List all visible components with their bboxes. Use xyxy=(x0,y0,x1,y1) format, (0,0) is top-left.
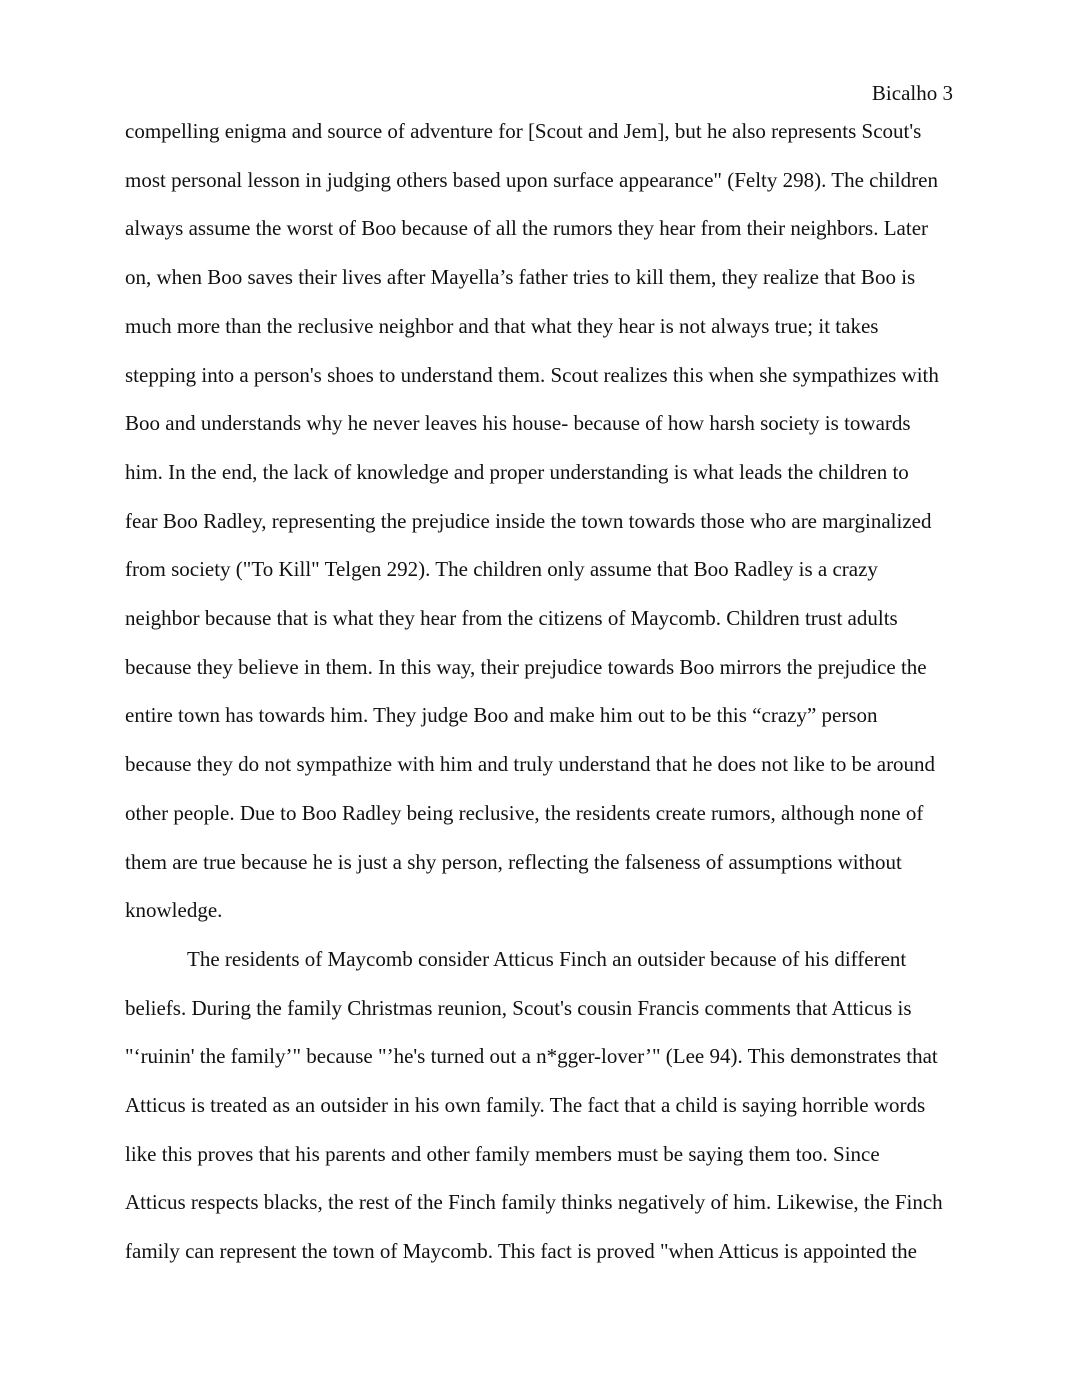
text-line: fear Boo Radley, representing the prejudice inside the town towards those who are marginalized xyxy=(125,508,932,533)
text-line: Boo and understands why he never leaves his house- because of how harsh society is towards xyxy=(125,411,911,436)
text-line: on, when Boo saves their lives after Mayella’s father tries to kill them, they realize that Boo is xyxy=(125,265,916,290)
text-line: them are true because he is just a shy person, reflecting the falseness of assumptions without xyxy=(125,849,902,874)
text-line: compelling enigma and source of adventure for [Scout and Jem], but he also represents Scout's xyxy=(125,119,922,143)
text-line: Atticus respects blacks, the rest of the Finch family thinks negatively of him. Likewise, the Finch xyxy=(125,1190,943,1215)
running-head-page-number: Bicalho 3 xyxy=(871,81,953,105)
text-line: beliefs. During the family Christmas reunion, Scout's cousin Francis comments that Atticus is xyxy=(125,995,912,1020)
paragraph xyxy=(125,107,953,935)
text-line: family can represent the town of Maycomb. This fact is proved "when Atticus is appointed the xyxy=(125,1239,917,1264)
text-line: knowledge. xyxy=(125,898,223,923)
text-line: other people. Due to Boo Radley being reclusive, the residents create rumors, although none of xyxy=(125,800,924,825)
text-line: neighbor because that is what they hear from the citizens of Maycomb. Children trust adults xyxy=(125,606,898,631)
text-line: Atticus is treated as an outsider in his own family. The fact that a child is saying horrible words xyxy=(125,1093,926,1118)
text-line: because they do not sympathize with him and truly understand that he does not like to be around xyxy=(125,752,936,777)
text-line: like this proves that his parents and other family members must be saying them too. Since xyxy=(125,1141,880,1166)
text-line: most personal lesson in judging others based upon surface appearance" (Felty 298). The children xyxy=(125,167,938,192)
paragraph xyxy=(125,935,953,1276)
text-line: much more than the reclusive neighbor and that what they hear is not always true; it takes xyxy=(125,313,879,338)
text-line: entire town has towards him. They judge Boo and make him out to be this “crazy” person xyxy=(125,703,878,728)
text-line: "‘ruinin' the family’" because "’he's turned out a n*gger-lover’" (Lee 94). This demonstrates that xyxy=(125,1044,938,1069)
text-line: The residents of Maycomb consider Atticus Finch an outsider because of his different xyxy=(187,946,907,971)
text-line: always assume the worst of Boo because of all the rumors they hear from their neighbors. Later xyxy=(125,216,929,241)
text-line: stepping into a person's shoes to understand them. Scout realizes this when she sympathizes with xyxy=(125,362,939,387)
text-line: because they believe in them. In this way, their prejudice towards Boo mirrors the prejudice the xyxy=(125,654,927,679)
essay-body xyxy=(125,107,953,1276)
page-header xyxy=(125,81,953,105)
text-line: him. In the end, the lack of knowledge and proper understanding is what leads the children to xyxy=(125,459,909,484)
text-line: from society ("To Kill" Telgen 292). The children only assume that Boo Radley is a crazy xyxy=(125,557,878,582)
